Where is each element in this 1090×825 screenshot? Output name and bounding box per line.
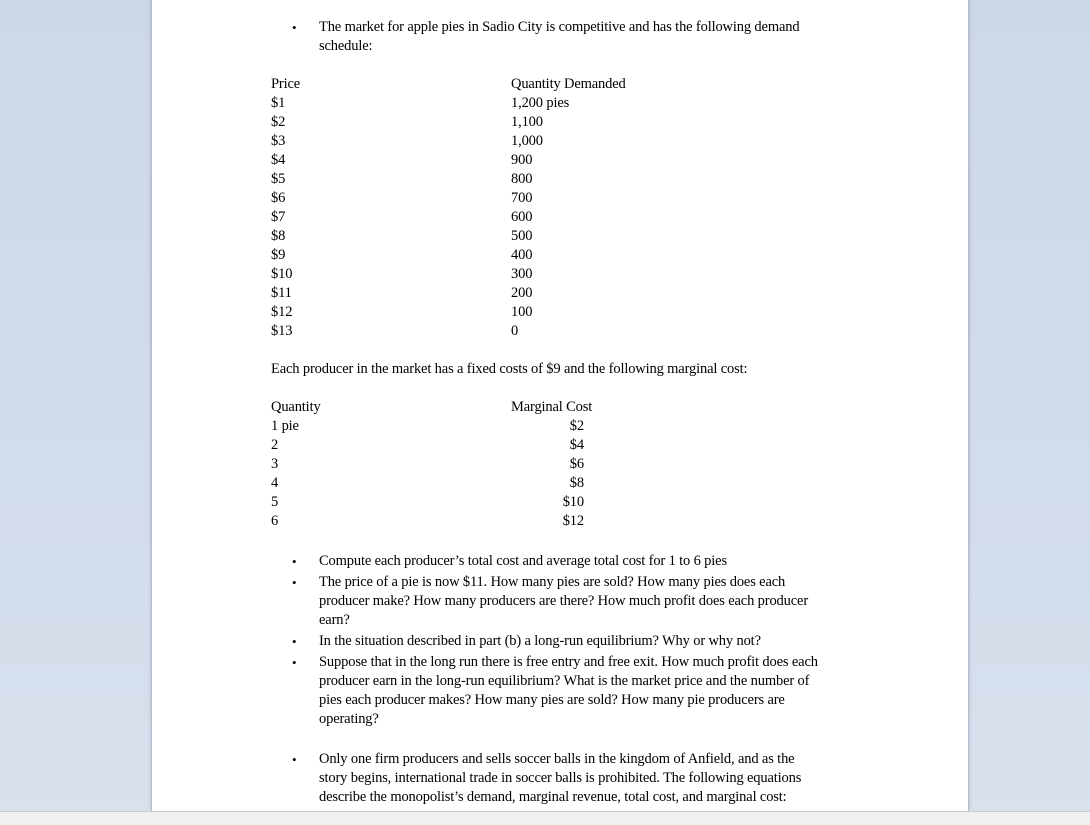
price-cell: $2 bbox=[271, 114, 286, 130]
quantity-cell: 900 bbox=[511, 152, 533, 168]
cost-quantity-cell: 6 bbox=[271, 513, 279, 529]
price-header: Price bbox=[271, 76, 301, 92]
price-cell: $12 bbox=[271, 304, 293, 320]
cost-quantity-cell: 5 bbox=[271, 494, 279, 510]
question-d-line-4: operating? bbox=[319, 711, 379, 727]
price-cell: $1 bbox=[271, 95, 286, 111]
quantity-cell: 600 bbox=[511, 209, 533, 225]
question-b-line-3: earn? bbox=[319, 612, 350, 628]
marginal-cost-cell: $4 bbox=[569, 437, 584, 453]
quantity-cell: 1,100 bbox=[511, 114, 543, 130]
quantity-cell: 0 bbox=[511, 323, 519, 339]
price-column bbox=[271, 94, 292, 341]
cost-quantity-cell: 1 pie bbox=[271, 418, 299, 434]
fixed-cost-sentence: Each producer in the market has a fixed costs of $9 and the following marginal cost: bbox=[271, 361, 748, 377]
intro-line-2: schedule: bbox=[319, 38, 373, 54]
price-cell: $9 bbox=[271, 247, 286, 263]
monopoly-line-2: story begins, international trade in soccer balls is prohibited. The following equations bbox=[319, 770, 802, 786]
price-cell: $7 bbox=[271, 209, 286, 225]
quantity-cell: 1,200 pies bbox=[511, 95, 570, 111]
bullet-marker bbox=[292, 632, 297, 651]
question-d-line-1: Suppose that in the long run there is free entry and free exit. How much profit does each bbox=[319, 654, 818, 670]
bullet-marker bbox=[292, 653, 297, 672]
horizontal-scrollbar[interactable] bbox=[0, 811, 1090, 825]
quantity-cell: 200 bbox=[511, 285, 533, 301]
marginal-cost-cell: $12 bbox=[562, 513, 584, 529]
cost-quantity-column bbox=[271, 417, 299, 531]
question-b-line-2: producer make? How many producers are there? How much profit does each producer bbox=[319, 593, 808, 609]
quantity-header: Quantity bbox=[271, 399, 321, 415]
price-cell: $11 bbox=[271, 285, 292, 301]
bullet-marker bbox=[292, 750, 297, 769]
price-cell: $5 bbox=[271, 171, 286, 187]
marginal-cost-header: Marginal Cost bbox=[511, 399, 593, 415]
cost-quantity-cell: 4 bbox=[271, 475, 279, 491]
price-cell: $4 bbox=[271, 152, 286, 168]
intro-line-1: The market for apple pies in Sadio City is competitive and has the following demand bbox=[319, 19, 800, 35]
cost-quantity-cell: 3 bbox=[271, 456, 279, 472]
price-cell: $13 bbox=[271, 323, 293, 339]
quantity-cell: 800 bbox=[511, 171, 533, 187]
quantity-cell: 500 bbox=[511, 228, 533, 244]
price-cell: $10 bbox=[271, 266, 293, 282]
quantity-cell: 100 bbox=[511, 304, 533, 320]
quantity-cell: 700 bbox=[511, 190, 533, 206]
marginal-cost-cell: $2 bbox=[569, 418, 584, 434]
quantity-demanded-column bbox=[511, 94, 569, 341]
price-cell: $8 bbox=[271, 228, 286, 244]
marginal-cost-column bbox=[542, 417, 584, 531]
bullet-marker bbox=[292, 18, 297, 37]
quantity-demanded-header: Quantity Demanded bbox=[511, 76, 626, 92]
quantity-cell: 400 bbox=[511, 247, 533, 263]
marginal-cost-cell: $10 bbox=[562, 494, 584, 510]
question-a: Compute each producer’s total cost and average total cost for 1 to 6 pies bbox=[319, 553, 727, 569]
price-cell: $6 bbox=[271, 190, 286, 206]
marginal-cost-cell: $6 bbox=[569, 456, 584, 472]
question-d-line-2: producer earn in the long-run equilibrium? What is the market price and the number of bbox=[319, 673, 810, 689]
bullet-marker bbox=[292, 552, 297, 571]
marginal-cost-cell: $8 bbox=[569, 475, 584, 491]
monopoly-line-3: describe the monopolist’s demand, marginal revenue, total cost, and marginal cost: bbox=[319, 789, 787, 805]
bullet-marker bbox=[292, 573, 297, 592]
price-cell: $3 bbox=[271, 133, 286, 149]
cost-quantity-cell: 2 bbox=[271, 437, 279, 453]
quantity-cell: 300 bbox=[511, 266, 533, 282]
question-d-line-3: pies each producer makes? How many pies are sold? How many pie producers are bbox=[319, 692, 785, 708]
question-c: In the situation described in part (b) a long-run equilibrium? Why or why not? bbox=[319, 633, 761, 649]
quantity-cell: 1,000 bbox=[511, 133, 543, 149]
document-page bbox=[151, 0, 969, 811]
monopoly-line-1: Only one firm producers and sells soccer balls in the kingdom of Anfield, and as the bbox=[319, 751, 795, 767]
question-b-line-1: The price of a pie is now $11. How many pies are sold? How many pies does each bbox=[319, 574, 786, 590]
